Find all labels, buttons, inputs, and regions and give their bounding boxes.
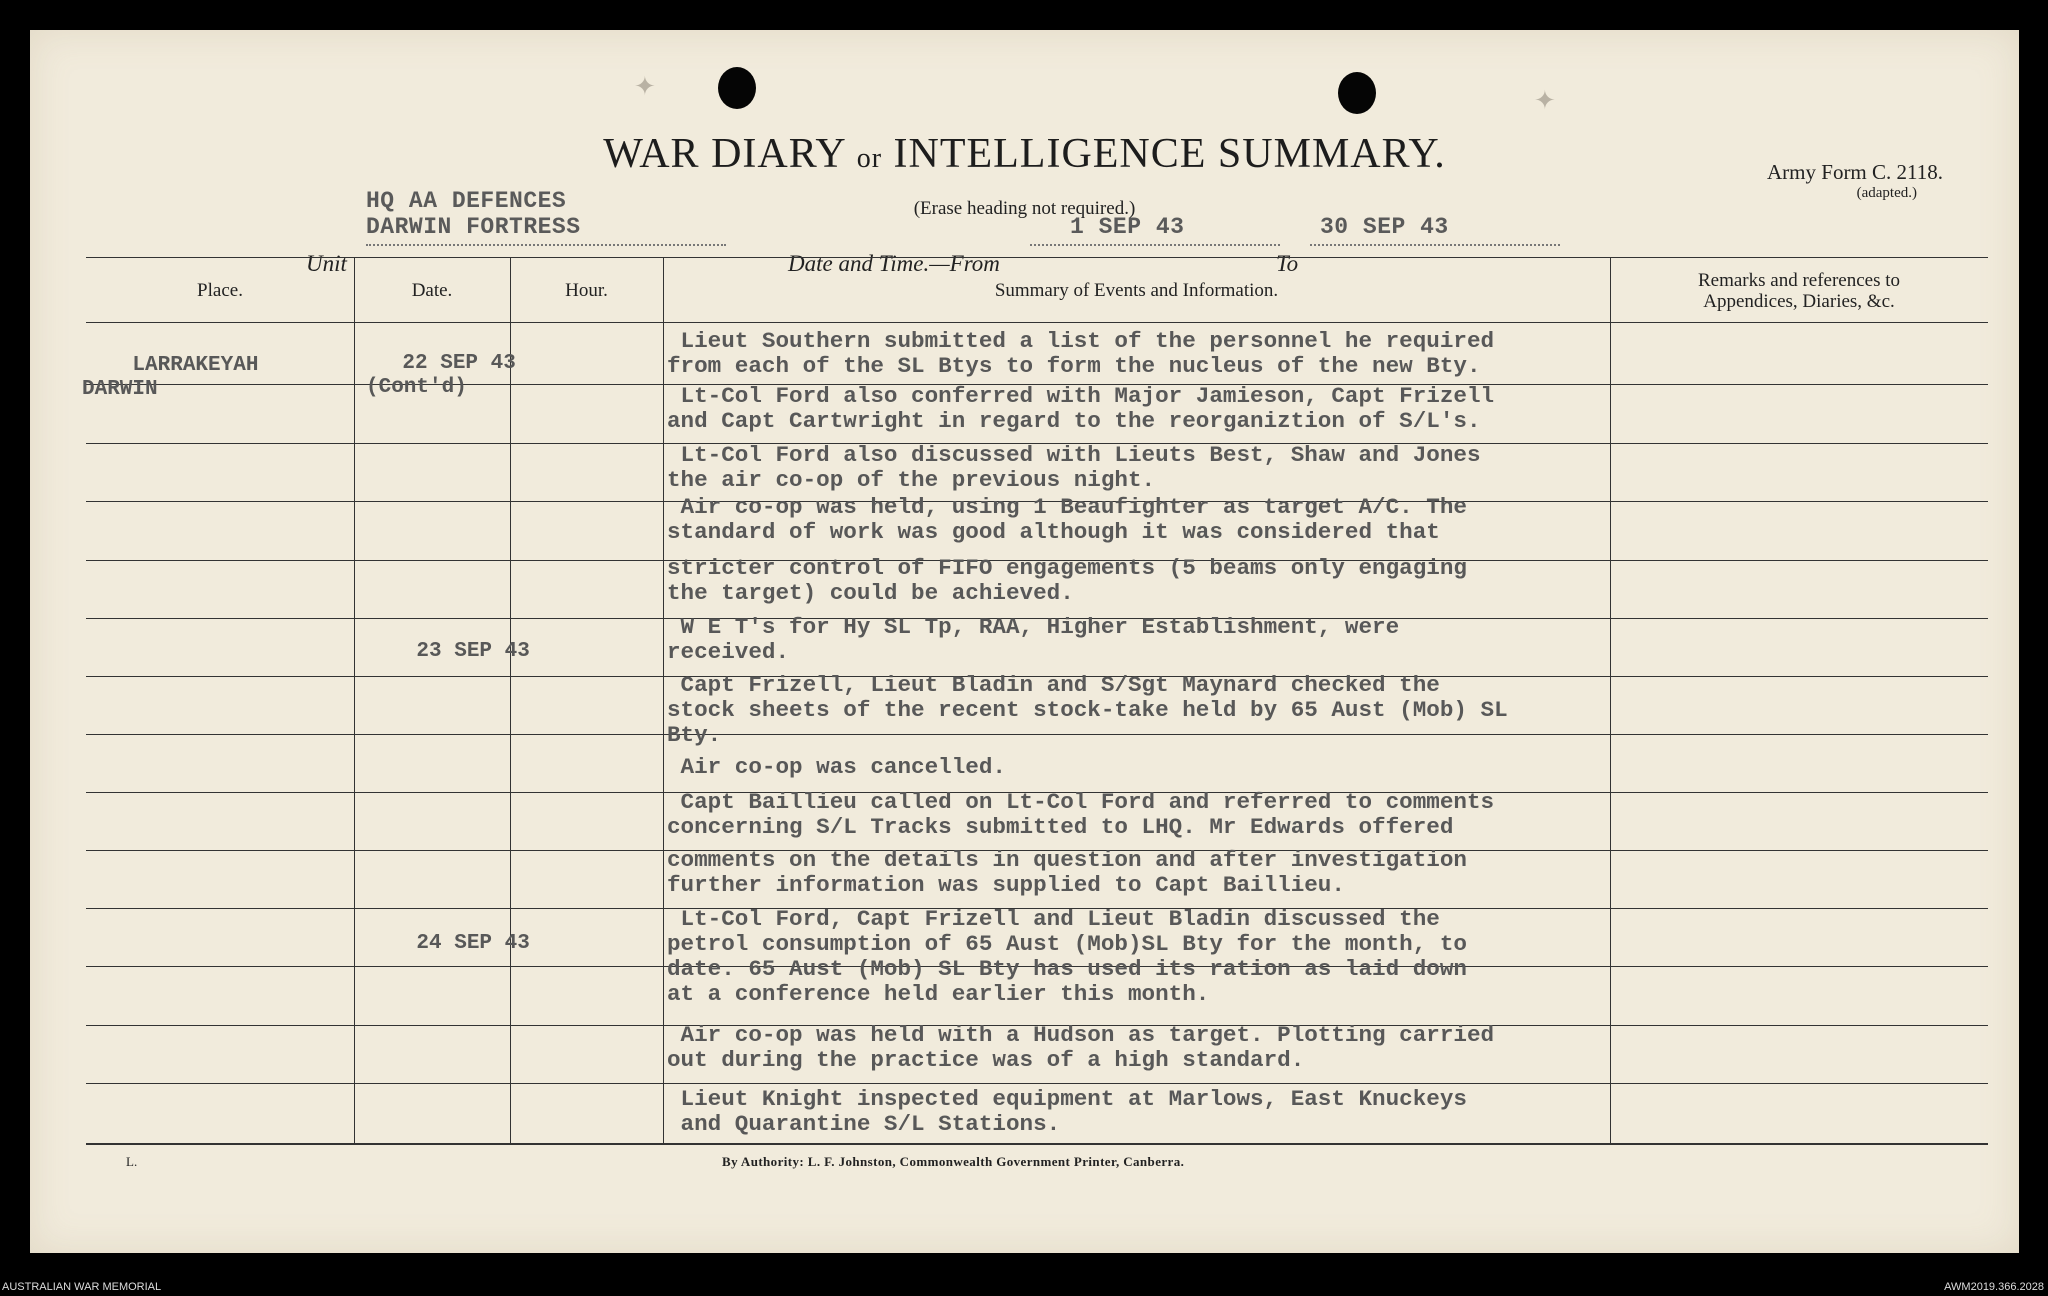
place-entry — [82, 330, 258, 426]
form-number: Army Form C. 2118. (adapted.) — [1767, 160, 1943, 201]
summary-entry-11: Lt-Col Ford, Capt Frizell and Lieut Bladin discussed the petrol consumption of 65 Aust (Mob)SL Bty for the month, to date. 65 Aust (Mob) SL Bty has used its ration as laid down at a conference held earlier this month. — [667, 906, 1467, 1007]
column-divider-hour — [663, 257, 664, 1143]
summary-entry-12: Air co-op was held with a Hudson as target. Plotting carried out during the practice was of a high standard. — [667, 1022, 1495, 1073]
form-subtitle: (Erase heading not required.) — [913, 198, 1136, 219]
summary-entry-1: Lieut Southern submitted a list of the personnel he required from each of the SL Btys to form the nucleus of the new Bty. — [667, 328, 1495, 379]
column-header-place: Place. — [197, 280, 243, 301]
column-header-summary: Summary of Events and Information. — [994, 280, 1279, 301]
unit-value-line1: HQ AA DEFENCES — [366, 188, 567, 214]
form-adapted-note: (adapted.) — [1856, 185, 1917, 201]
pin-mark-right-icon: ✦ — [1534, 86, 1556, 116]
row-rule — [86, 1083, 1988, 1084]
unit-value-line2: DARWIN FORTRESS — [366, 214, 581, 240]
punch-hole-left — [718, 67, 756, 109]
footer-mark: L. — [126, 1154, 138, 1169]
diary-page — [30, 30, 2019, 1253]
summary-entry-5: stricter control of FIFO engagements (5 beams only engaging the target) could be achieved. — [667, 555, 1467, 606]
table-top-rule — [86, 257, 1988, 258]
column-header-date: Date. — [411, 280, 453, 301]
column-header-hour: Hour. — [565, 280, 608, 301]
date-from-value: 1 SEP 43 — [1070, 214, 1185, 240]
caption-left: AUSTRALIAN WAR MEMORIAL — [2, 1281, 162, 1293]
date-entry-3: 24 SEP 43 — [416, 932, 530, 955]
form-title: WAR DIARY or INTELLIGENCE SUMMARY. — [603, 131, 1446, 177]
punch-hole-right — [1338, 72, 1376, 114]
date-entry-2: 23 SEP 43 — [416, 640, 530, 663]
pin-mark-left-icon: ✦ — [634, 72, 656, 102]
date-from-label: Date and Time.—From — [788, 251, 1000, 276]
row-rule — [86, 322, 1988, 323]
caption-right: AWM2019.366.2028 — [1944, 1281, 2044, 1293]
summary-entry-13: Lieut Knight inspected equipment at Marlows, East Knuckeys and Quarantine S/L Stations. — [680, 1086, 1467, 1137]
summary-entry-4: Air co-op was held, using 1 Beaufighter as target A/C. The standard of work was good although it was considered that — [667, 494, 1467, 545]
summary-entry-9: Capt Baillieu called on Lt-Col Ford and referred to comments concerning S/L Tracks submitted to LHQ. Mr Edwards offered — [667, 789, 1495, 840]
date-to-value: 30 SEP 43 — [1320, 214, 1449, 240]
unit-dotted-line — [366, 244, 726, 246]
summary-entry-3: Lt-Col Ford also discussed with Lieuts Best, Shaw and Jones the air co-op of the previous night. — [667, 442, 1481, 493]
footer-authority: By Authority: L. F. Johnston, Commonwealth Government Printer, Canberra. — [722, 1154, 1185, 1169]
date-to-dotted-line — [1310, 244, 1560, 246]
summary-entry-8: Air co-op was cancelled. — [667, 754, 1006, 780]
summary-entry-2: Lt-Col Ford also conferred with Major Jamieson, Capt Frizell and Capt Cartwright in regard to the reorganiztion of S/L's. — [667, 383, 1495, 434]
date-entry-1: 22 SEP 43 (Cont'd) — [366, 352, 516, 399]
unit-label: Unit — [306, 251, 347, 276]
place-line2: DARWIN — [82, 378, 158, 401]
summary-entry-6: W E T's for Hy SL Tp, RAA, Higher Establishment, were received. — [667, 614, 1400, 665]
summary-entry-7: Capt Frizell, Lieut Bladin and S/Sgt Maynard checked the stock sheets of the recent stock-take held by 65 Aust (Mob) SL Bty. — [667, 672, 1508, 748]
date-from-dotted-line — [1030, 244, 1280, 246]
place-line1: LARRAKEYAH — [132, 354, 259, 377]
table-bottom-rule — [86, 1143, 1988, 1145]
column-divider-summary — [1610, 257, 1611, 1143]
date-to-label: To — [1276, 251, 1299, 276]
summary-entry-10: comments on the details in question and after investigation further information was supplied to Capt Baillieu. — [667, 847, 1467, 898]
column-header-remarks: Remarks and references to Appendices, Diaries, &c. — [1697, 270, 1901, 312]
